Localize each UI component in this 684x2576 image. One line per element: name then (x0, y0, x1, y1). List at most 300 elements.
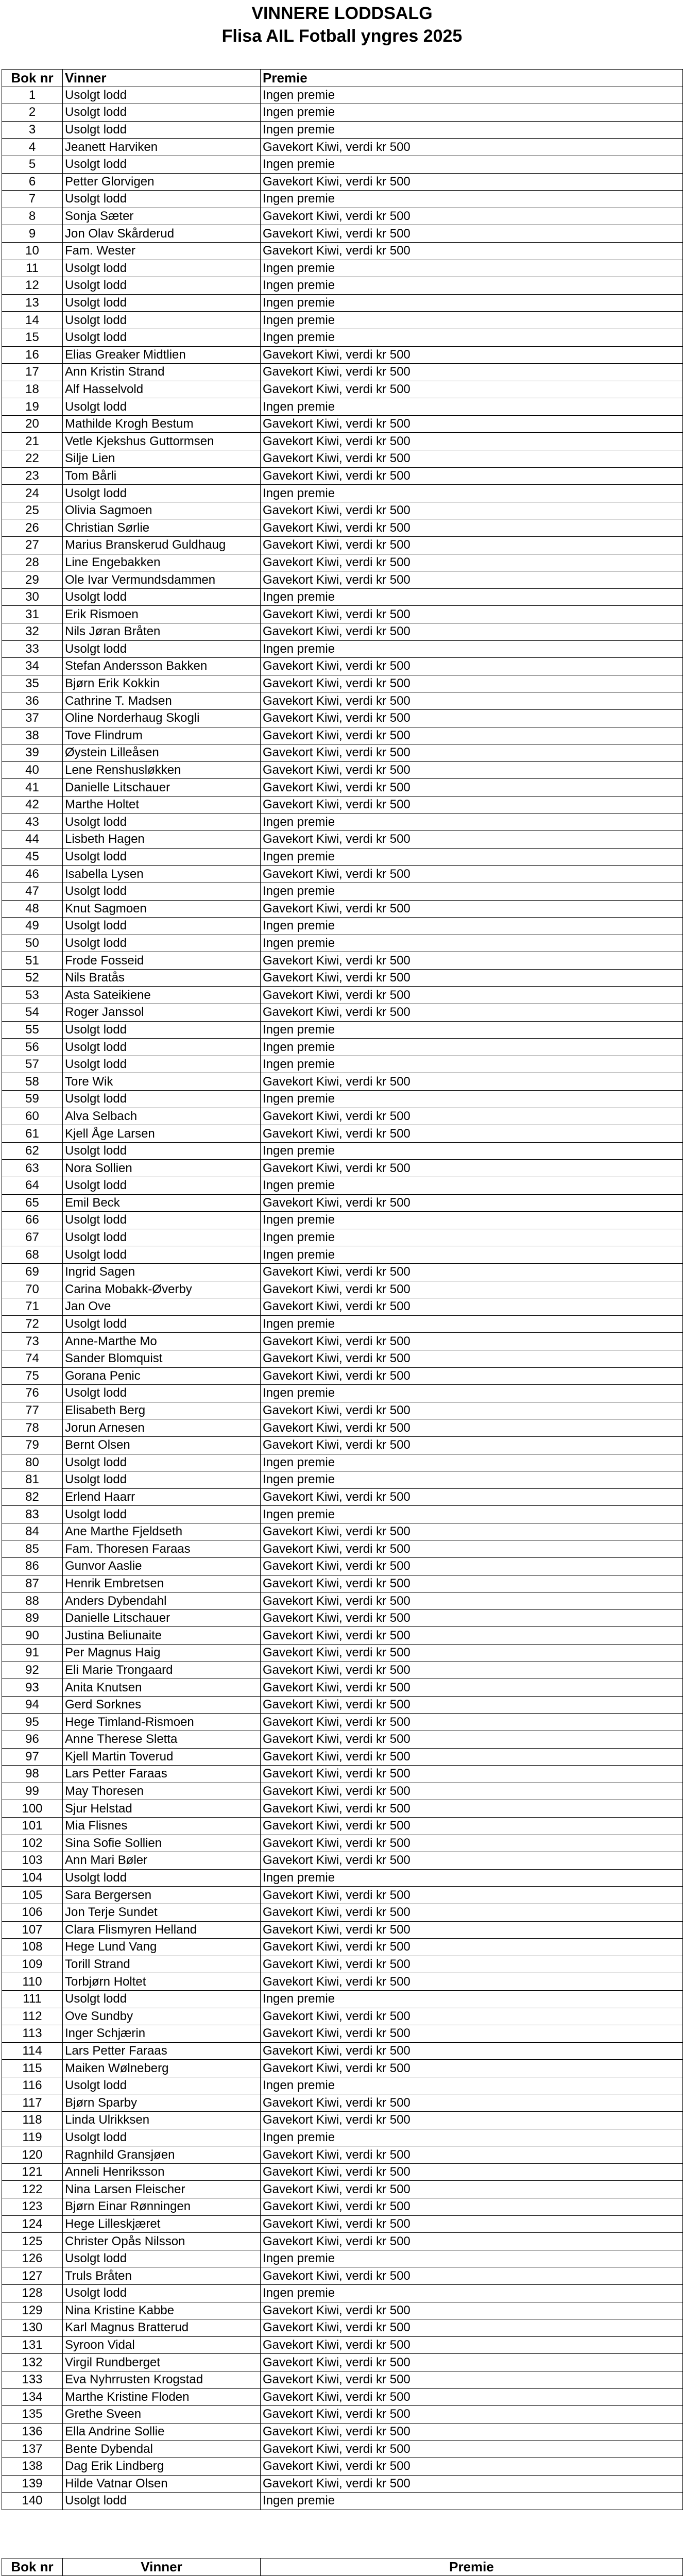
cell-book-number: 39 (2, 744, 63, 762)
table-row (2, 1125, 683, 1143)
cell-winner: Marthe Kristine Floden (63, 2388, 261, 2406)
table-row (2, 1108, 683, 1125)
table-row (2, 2493, 683, 2510)
winners-table-body (2, 87, 683, 2510)
cell-prize: Ingen premie (261, 935, 683, 952)
cell-winner: Usolgt lodd (63, 640, 261, 658)
cell-winner: Isabella Lysen (63, 866, 261, 883)
cell-winner: Inger Schjærin (63, 2025, 261, 2043)
cell-winner: Dag Erik Lindberg (63, 2458, 261, 2475)
cell-winner: Marius Branskerud Guldhaug (63, 537, 261, 554)
table-row (2, 537, 683, 554)
cell-book-number: 130 (2, 2319, 63, 2337)
table-row (2, 121, 683, 139)
table-row (2, 260, 683, 277)
cell-winner: Torill Strand (63, 1956, 261, 1973)
cell-prize: Gavekort Kiwi, verdi kr 500 (261, 1004, 683, 1022)
table-row (2, 692, 683, 710)
table-row (2, 2233, 683, 2250)
cell-book-number: 13 (2, 294, 63, 312)
cell-book-number: 124 (2, 2215, 63, 2233)
cell-book-number: 136 (2, 2423, 63, 2441)
cell-book-number: 38 (2, 727, 63, 744)
table-row (2, 2336, 683, 2354)
cell-prize: Gavekort Kiwi, verdi kr 500 (261, 1367, 683, 1385)
main-prizes-table (2, 2558, 683, 2576)
cell-winner: Karl Magnus Bratterud (63, 2319, 261, 2337)
cell-book-number: 53 (2, 987, 63, 1004)
cell-winner: Frode Fosseid (63, 952, 261, 970)
cell-book-number: 115 (2, 2060, 63, 2077)
cell-prize: Gavekort Kiwi, verdi kr 500 (261, 2163, 683, 2181)
table-row (2, 1609, 683, 1627)
table-row (2, 1142, 683, 1160)
cell-book-number: 32 (2, 623, 63, 641)
cell-winner: May Thoresen (63, 1783, 261, 1800)
cell-book-number: 107 (2, 1921, 63, 1939)
cell-winner: Lars Petter Faraas (63, 1766, 261, 1783)
cell-book-number: 40 (2, 761, 63, 779)
cell-winner: Tore Wik (63, 1073, 261, 1091)
table-row (2, 1471, 683, 1489)
table-row (2, 277, 683, 295)
header-book-number: Bok nr (2, 70, 63, 87)
cell-prize: Gavekort Kiwi, verdi kr 500 (261, 1523, 683, 1540)
cell-winner: Usolgt lodd (63, 883, 261, 900)
table-row (2, 415, 683, 433)
cell-prize: Ingen premie (261, 1385, 683, 1402)
cell-prize: Gavekort Kiwi, verdi kr 500 (261, 364, 683, 381)
cell-prize: Gavekort Kiwi, verdi kr 500 (261, 692, 683, 710)
cell-prize: Gavekort Kiwi, verdi kr 500 (261, 779, 683, 796)
table-row (2, 1454, 683, 1471)
cell-book-number: 4 (2, 139, 63, 156)
cell-winner: Kjell Åge Larsen (63, 1125, 261, 1143)
table-row (2, 173, 683, 191)
table-row (2, 139, 683, 156)
table-row (2, 2371, 683, 2388)
cell-prize: Gavekort Kiwi, verdi kr 500 (261, 1645, 683, 1662)
cell-book-number: 92 (2, 1662, 63, 1679)
cell-book-number: 3 (2, 121, 63, 139)
cell-prize: Ingen premie (261, 260, 683, 277)
cell-prize: Gavekort Kiwi, verdi kr 500 (261, 2388, 683, 2406)
cell-prize: Gavekort Kiwi, verdi kr 500 (261, 1662, 683, 1679)
cell-winner: Clara Flismyren Helland (63, 1921, 261, 1939)
cell-book-number: 127 (2, 2267, 63, 2285)
table-row (2, 1246, 683, 1264)
table-row (2, 2077, 683, 2094)
table-row (2, 433, 683, 450)
cell-winner: Nils Bratås (63, 969, 261, 987)
cell-book-number: 49 (2, 918, 63, 935)
cell-prize: Gavekort Kiwi, verdi kr 500 (261, 1592, 683, 1610)
cell-winner: Cathrine T. Madsen (63, 692, 261, 710)
cell-prize: Gavekort Kiwi, verdi kr 500 (261, 1350, 683, 1367)
cell-winner: Usolgt lodd (63, 1990, 261, 2008)
cell-book-number: 81 (2, 1471, 63, 1489)
cell-winner: Gerd Sorknes (63, 1696, 261, 1714)
cell-book-number: 95 (2, 1714, 63, 1731)
table-row (2, 814, 683, 831)
table-row (2, 831, 683, 849)
cell-prize: Ingen premie (261, 104, 683, 122)
table-row (2, 2181, 683, 2198)
table-row (2, 2198, 683, 2216)
cell-book-number: 61 (2, 1125, 63, 1143)
cell-prize: Gavekort Kiwi, verdi kr 500 (261, 2215, 683, 2233)
cell-book-number: 18 (2, 381, 63, 398)
table-row (2, 2458, 683, 2475)
cell-winner: Oline Norderhaug Skogli (63, 709, 261, 727)
cell-prize: Ingen premie (261, 1869, 683, 1887)
cell-winner: Roger Janssol (63, 1004, 261, 1022)
table-row (2, 1021, 683, 1039)
cell-winner: Ann Kristin Strand (63, 364, 261, 381)
table-row (2, 1714, 683, 1731)
table-row (2, 485, 683, 502)
cell-winner: Lisbeth Hagen (63, 831, 261, 849)
table-row (2, 987, 683, 1004)
cell-winner: Nils Jøran Bråten (63, 623, 261, 641)
cell-winner: Danielle Litschauer (63, 779, 261, 796)
table-row (2, 502, 683, 519)
cell-prize: Gavekort Kiwi, verdi kr 500 (261, 1108, 683, 1125)
table-row (2, 1990, 683, 2008)
cell-winner: Usolgt lodd (63, 1056, 261, 1073)
cell-book-number: 30 (2, 588, 63, 606)
cell-prize: Ingen premie (261, 1091, 683, 1108)
cell-winner: Usolgt lodd (63, 329, 261, 346)
cell-winner: Usolgt lodd (63, 1021, 261, 1039)
cell-winner: Anita Knutsen (63, 1679, 261, 1697)
cell-winner: Hege Lilleskjæret (63, 2215, 261, 2233)
cell-book-number: 129 (2, 2302, 63, 2319)
table-row (2, 969, 683, 987)
table-row (2, 1817, 683, 1835)
cell-book-number: 48 (2, 900, 63, 918)
cell-book-number: 55 (2, 1021, 63, 1039)
cell-prize: Ingen premie (261, 1471, 683, 1489)
table-row (2, 2475, 683, 2493)
cell-winner: Kjell Martin Toverud (63, 1748, 261, 1766)
table-row (2, 2388, 683, 2406)
table-row (2, 346, 683, 364)
cell-book-number: 125 (2, 2233, 63, 2250)
cell-winner: Emil Beck (63, 1194, 261, 1212)
cell-prize: Gavekort Kiwi, verdi kr 500 (261, 1748, 683, 1766)
cell-prize: Gavekort Kiwi, verdi kr 500 (261, 2302, 683, 2319)
cell-book-number: 131 (2, 2336, 63, 2354)
cell-prize: Gavekort Kiwi, verdi kr 500 (261, 1281, 683, 1298)
cell-winner: Usolgt lodd (63, 1229, 261, 1246)
table-row (2, 242, 683, 260)
table-row (2, 1973, 683, 1991)
cell-winner: Usolgt lodd (63, 121, 261, 139)
cell-book-number: 93 (2, 1679, 63, 1697)
cell-prize: Gavekort Kiwi, verdi kr 500 (261, 2042, 683, 2060)
cell-prize: Gavekort Kiwi, verdi kr 500 (261, 1714, 683, 1731)
cell-book-number: 88 (2, 1592, 63, 1610)
cell-winner: Eli Marie Trongaard (63, 1662, 261, 1679)
table-row (2, 1177, 683, 1195)
cell-winner: Bente Dybendal (63, 2441, 261, 2458)
cell-winner: Usolgt lodd (63, 814, 261, 831)
table-row (2, 156, 683, 173)
cell-winner: Vetle Kjekshus Guttormsen (63, 433, 261, 450)
cell-winner: Usolgt lodd (63, 485, 261, 502)
cell-winner: Usolgt lodd (63, 1385, 261, 1402)
cell-book-number: 15 (2, 329, 63, 346)
cell-prize: Gavekort Kiwi, verdi kr 500 (261, 1696, 683, 1714)
cell-prize: Gavekort Kiwi, verdi kr 500 (261, 1558, 683, 1575)
cell-winner: Jon Olav Skårderud (63, 225, 261, 243)
table-row (2, 381, 683, 398)
table-row (2, 658, 683, 675)
cell-book-number: 52 (2, 969, 63, 987)
cell-winner: Jan Ove (63, 1298, 261, 1316)
cell-winner: Nora Sollien (63, 1160, 261, 1177)
cell-prize: Gavekort Kiwi, verdi kr 500 (261, 1817, 683, 1835)
cell-winner: Ingrid Sagen (63, 1263, 261, 1281)
cell-prize: Gavekort Kiwi, verdi kr 500 (261, 2336, 683, 2354)
table-row (2, 2250, 683, 2267)
cell-winner: Linda Ulrikksen (63, 2112, 261, 2129)
table-row (2, 208, 683, 225)
cell-winner: Usolgt lodd (63, 1177, 261, 1195)
cell-book-number: 112 (2, 2008, 63, 2025)
cell-book-number: 120 (2, 2146, 63, 2164)
table-row (2, 104, 683, 122)
cell-book-number: 128 (2, 2285, 63, 2302)
cell-prize: Gavekort Kiwi, verdi kr 500 (261, 502, 683, 519)
cell-winner: Truls Bråten (63, 2267, 261, 2285)
table-row (2, 554, 683, 571)
table-row (2, 1488, 683, 1506)
cell-book-number: 70 (2, 1281, 63, 1298)
cell-book-number: 105 (2, 1887, 63, 1904)
cell-book-number: 123 (2, 2198, 63, 2216)
cell-winner: Fam. Thoresen Faraas (63, 1540, 261, 1558)
table-row (2, 312, 683, 329)
table-row (2, 2302, 683, 2319)
cell-prize: Gavekort Kiwi, verdi kr 500 (261, 2025, 683, 2043)
cell-winner: Bjørn Einar Rønningen (63, 2198, 261, 2216)
table-row (2, 1385, 683, 1402)
table-row (2, 2146, 683, 2164)
cell-prize: Ingen premie (261, 121, 683, 139)
cell-winner: Sina Sofie Sollien (63, 1835, 261, 1852)
cell-winner: Christian Sørlie (63, 519, 261, 537)
cell-prize: Gavekort Kiwi, verdi kr 500 (261, 554, 683, 571)
cell-book-number: 91 (2, 1645, 63, 1662)
table-row (2, 1887, 683, 1904)
table-row (2, 2354, 683, 2371)
cell-winner: Anne-Marthe Mo (63, 1333, 261, 1350)
cell-prize: Gavekort Kiwi, verdi kr 500 (261, 1333, 683, 1350)
table-row (2, 1402, 683, 1419)
cell-book-number: 43 (2, 814, 63, 831)
cell-winner: Øystein Lilleåsen (63, 744, 261, 762)
cell-winner: Usolgt lodd (63, 1315, 261, 1333)
cell-prize: Gavekort Kiwi, verdi kr 500 (261, 381, 683, 398)
cell-prize: Gavekort Kiwi, verdi kr 500 (261, 346, 683, 364)
cell-winner: Usolgt lodd (63, 2250, 261, 2267)
cell-winner: Grethe Sveen (63, 2406, 261, 2424)
cell-prize: Gavekort Kiwi, verdi kr 500 (261, 658, 683, 675)
cell-book-number: 77 (2, 1402, 63, 1419)
table-row (2, 779, 683, 796)
cell-prize: Gavekort Kiwi, verdi kr 500 (261, 1679, 683, 1697)
table-row (2, 1263, 683, 1281)
cell-prize: Gavekort Kiwi, verdi kr 500 (261, 2354, 683, 2371)
cell-prize: Gavekort Kiwi, verdi kr 500 (261, 1973, 683, 1991)
cell-winner: Torbjørn Holtet (63, 1973, 261, 1991)
cell-prize: Gavekort Kiwi, verdi kr 500 (261, 2233, 683, 2250)
cell-book-number: 139 (2, 2475, 63, 2493)
cell-winner: Usolgt lodd (63, 277, 261, 295)
table-row (2, 191, 683, 208)
cell-prize: Gavekort Kiwi, verdi kr 500 (261, 744, 683, 762)
cell-book-number: 72 (2, 1315, 63, 1333)
table-row (2, 1281, 683, 1298)
cell-book-number: 132 (2, 2354, 63, 2371)
table-row (2, 2285, 683, 2302)
table-row (2, 225, 683, 243)
cell-prize: Ingen premie (261, 1212, 683, 1229)
cell-winner: Lars Petter Faraas (63, 2042, 261, 2060)
cell-prize: Gavekort Kiwi, verdi kr 500 (261, 467, 683, 485)
cell-book-number: 10 (2, 242, 63, 260)
cell-prize: Ingen premie (261, 2493, 683, 2510)
cell-book-number: 19 (2, 398, 63, 416)
table-header-row (2, 70, 683, 87)
cell-prize: Gavekort Kiwi, verdi kr 500 (261, 2423, 683, 2441)
header-prize: Premie (261, 70, 683, 87)
cell-prize: Gavekort Kiwi, verdi kr 500 (261, 987, 683, 1004)
cell-winner: Usolgt lodd (63, 1091, 261, 1108)
table-row (2, 848, 683, 866)
cell-prize: Ingen premie (261, 2077, 683, 2094)
table-row (2, 588, 683, 606)
table-row (2, 1575, 683, 1592)
cell-book-number: 51 (2, 952, 63, 970)
cell-prize: Gavekort Kiwi, verdi kr 500 (261, 866, 683, 883)
cell-book-number: 60 (2, 1108, 63, 1125)
cell-prize: Gavekort Kiwi, verdi kr 500 (261, 1125, 683, 1143)
cell-book-number: 2 (2, 104, 63, 122)
cell-book-number: 111 (2, 1990, 63, 2008)
cell-winner: Sjur Helstad (63, 1800, 261, 1818)
header-prize: Premie (261, 2558, 683, 2576)
cell-prize: Gavekort Kiwi, verdi kr 500 (261, 208, 683, 225)
cell-prize: Gavekort Kiwi, verdi kr 500 (261, 2094, 683, 2112)
cell-book-number: 78 (2, 1419, 63, 1437)
table-row (2, 1835, 683, 1852)
cell-prize: Ingen premie (261, 2129, 683, 2146)
cell-book-number: 113 (2, 2025, 63, 2043)
cell-book-number: 135 (2, 2406, 63, 2424)
table-row (2, 2406, 683, 2424)
cell-winner: Usolgt lodd (63, 87, 261, 104)
cell-prize: Ingen premie (261, 1056, 683, 1073)
cell-prize: Gavekort Kiwi, verdi kr 500 (261, 623, 683, 641)
cell-winner: Usolgt lodd (63, 1869, 261, 1887)
cell-book-number: 114 (2, 2042, 63, 2060)
cell-prize: Ingen premie (261, 312, 683, 329)
cell-winner: Asta Sateikiene (63, 987, 261, 1004)
document-subtitle: Flisa AIL Fotball yngres 2025 (221, 26, 463, 46)
cell-book-number: 1 (2, 87, 63, 104)
cell-prize: Ingen premie (261, 294, 683, 312)
cell-prize: Ingen premie (261, 398, 683, 416)
cell-prize: Gavekort Kiwi, verdi kr 500 (261, 2267, 683, 2285)
cell-prize: Ingen premie (261, 1315, 683, 1333)
cell-winner: Bernt Olsen (63, 1436, 261, 1454)
cell-winner: Carina Mobakk-Øverby (63, 1281, 261, 1298)
table-row (2, 2215, 683, 2233)
table-row (2, 727, 683, 744)
cell-winner: Gorana Penic (63, 1367, 261, 1385)
cell-prize: Ingen premie (261, 1177, 683, 1195)
cell-prize: Ingen premie (261, 1506, 683, 1523)
cell-prize: Gavekort Kiwi, verdi kr 500 (261, 139, 683, 156)
cell-winner: Sara Bergersen (63, 1887, 261, 1904)
cell-prize: Gavekort Kiwi, verdi kr 500 (261, 1627, 683, 1645)
cell-book-number: 59 (2, 1091, 63, 1108)
cell-prize: Gavekort Kiwi, verdi kr 500 (261, 1419, 683, 1437)
cell-winner: Ragnhild Gransjøen (63, 2146, 261, 2164)
cell-book-number: 101 (2, 1817, 63, 1835)
table-row (2, 1869, 683, 1887)
cell-prize: Gavekort Kiwi, verdi kr 500 (261, 173, 683, 191)
cell-winner: Elisabeth Berg (63, 1402, 261, 1419)
cell-winner: Usolgt lodd (63, 2129, 261, 2146)
table-row (2, 918, 683, 935)
table-row (2, 2042, 683, 2060)
cell-winner: Justina Beliunaite (63, 1627, 261, 1645)
cell-winner: Ella Andrine Sollie (63, 2423, 261, 2441)
table-row (2, 1523, 683, 1540)
cell-winner: Usolgt lodd (63, 260, 261, 277)
table-row (2, 761, 683, 779)
cell-prize: Ingen premie (261, 277, 683, 295)
cell-winner: Hege Timland-Rismoen (63, 1714, 261, 1731)
cell-book-number: 57 (2, 1056, 63, 1073)
cell-winner: Usolgt lodd (63, 104, 261, 122)
document-title: VINNERE LODDSALG (251, 4, 433, 23)
cell-book-number: 62 (2, 1142, 63, 1160)
cell-prize: Ingen premie (261, 1454, 683, 1471)
cell-prize: Ingen premie (261, 329, 683, 346)
table-row (2, 329, 683, 346)
table-row (2, 796, 683, 814)
cell-prize: Ingen premie (261, 640, 683, 658)
cell-book-number: 68 (2, 1246, 63, 1264)
cell-book-number: 83 (2, 1506, 63, 1523)
cell-book-number: 80 (2, 1454, 63, 1471)
cell-book-number: 90 (2, 1627, 63, 1645)
table-row (2, 1073, 683, 1091)
cell-book-number: 89 (2, 1609, 63, 1627)
cell-winner: Usolgt lodd (63, 1212, 261, 1229)
cell-book-number: 29 (2, 571, 63, 589)
cell-winner: Christer Opås Nilsson (63, 2233, 261, 2250)
cell-prize: Ingen premie (261, 1039, 683, 1056)
table-row (2, 2129, 683, 2146)
table-row (2, 2094, 683, 2112)
cell-winner: Bjørn Sparby (63, 2094, 261, 2112)
